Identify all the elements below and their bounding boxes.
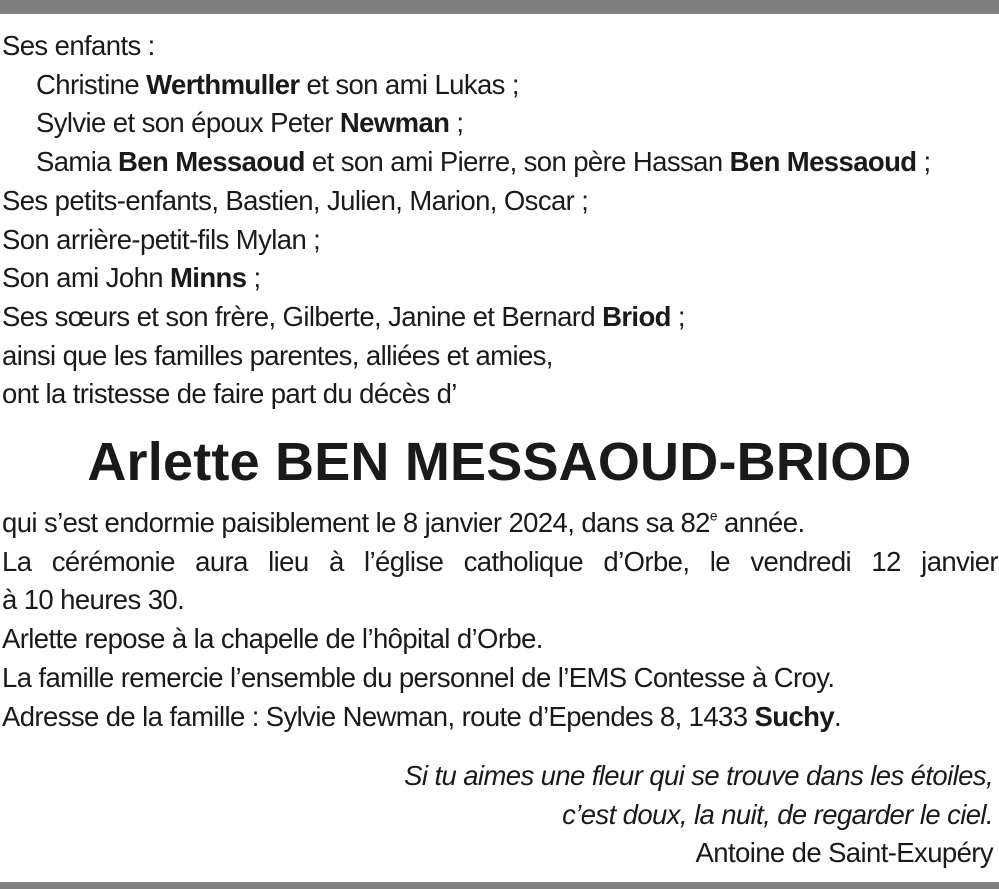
child-rest: ; <box>449 107 464 139</box>
child-surname: Ben Messaoud <box>118 146 305 178</box>
child-mid: et son ami Pierre, son père Hassan <box>304 146 730 178</box>
ordinal-suffix: e <box>709 508 717 524</box>
bottom-rule <box>0 882 999 889</box>
friend-line <box>2 259 998 298</box>
children-intro: Ses enfants : <box>2 30 155 61</box>
father-surname: Ben Messaoud <box>729 146 917 178</box>
deceased-name: Arlette BEN MESSAOUD-BRIOD <box>87 432 912 492</box>
thanks-line: La famille remercie l’ensemble du personnel de l’EMS Contesse à Croy. <box>2 661 835 693</box>
ceremony-time-line: à 10 heures 30. <box>2 584 185 616</box>
child-first: Samia <box>36 146 118 178</box>
address-city: Suchy <box>754 700 835 732</box>
address-text: Adresse de la famille : Sylvie Newman, route d’Ependes 8, 1433 <box>2 700 755 732</box>
friend-first: Son ami John <box>2 262 170 294</box>
death-text-end: année. <box>716 507 805 538</box>
siblings-surname: Briod <box>602 300 671 332</box>
child-line-christine <box>2 66 998 105</box>
siblings-first: Ses sœurs et son frère, Gilberte, Janine et Bernard <box>2 300 603 332</box>
obituary-details <box>2 504 998 736</box>
child-line-samia <box>2 143 998 182</box>
rests-line: Arlette repose à la chapelle de l’hôpital d’Orbe. <box>2 623 543 655</box>
death-text: qui s’est endormie paisiblement le 8 janvier 2024, dans sa 82 <box>2 507 710 538</box>
relatives-line: ainsi que les familles parentes, alliées et amies, <box>2 339 553 371</box>
top-rule <box>0 0 999 14</box>
child-rest: et son ami Lukas ; <box>299 68 519 100</box>
child-first: Christine <box>36 68 147 100</box>
family-list <box>2 27 998 414</box>
great-grandchild-line: Son arrière-petit-fils Mylan ; <box>2 223 321 255</box>
grandchildren-line: Ses petits-enfants, Bastien, Julien, Marion, Oscar ; <box>2 184 589 216</box>
child-surname: Newman <box>339 107 450 139</box>
quote-author: Antoine de Saint-Exupéry <box>695 837 993 869</box>
friend-rest: ; <box>246 262 261 294</box>
child-rest: ; <box>916 146 931 178</box>
announcement-line: ont la tristesse de faire part du décès d’ <box>2 378 457 410</box>
address-end: . <box>834 700 842 732</box>
address-line <box>2 698 998 737</box>
siblings-line <box>2 298 998 337</box>
quote-line-2: c’est doux, la nuit, de regarder le ciel. <box>562 798 993 830</box>
death-line <box>2 504 998 543</box>
siblings-rest: ; <box>670 300 685 332</box>
closing-quote <box>293 757 993 873</box>
child-line-sylvie <box>2 104 998 143</box>
quote-line-1: Si tu aimes une fleur qui se trouve dans les étoiles, <box>404 760 993 791</box>
friend-surname: Minns <box>170 262 247 294</box>
child-surname: Werthmuller <box>146 68 300 100</box>
child-first: Sylvie et son époux Peter <box>36 107 340 139</box>
ceremony-line: La cérémonie aura lieu à l’église catholique d’Orbe, le vendredi 12 janvier <box>2 545 998 577</box>
